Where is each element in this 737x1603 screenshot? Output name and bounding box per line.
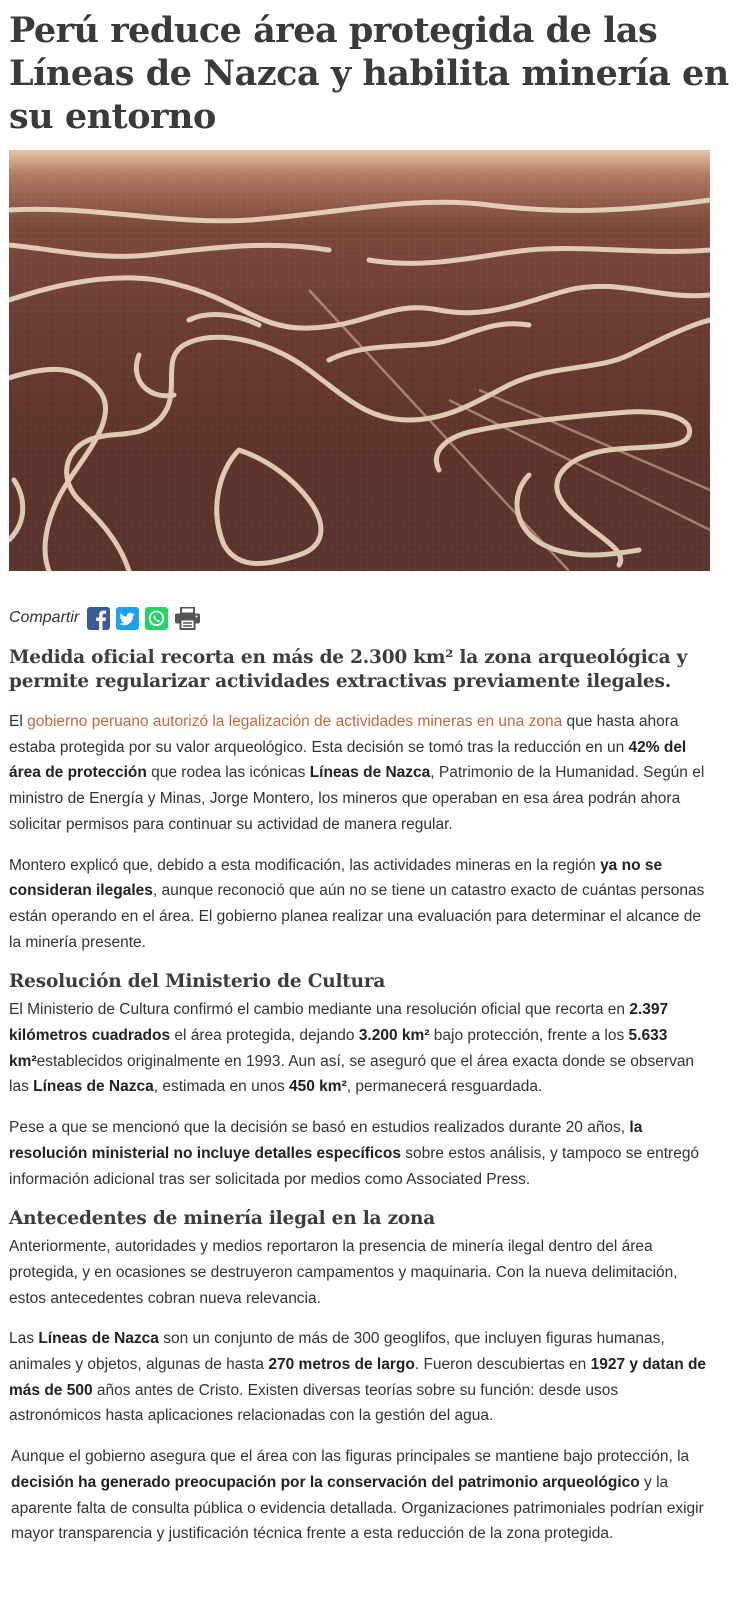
bold-text: 270 metros de largo: [268, 1356, 415, 1374]
article: [9, 0, 729, 1547]
bold-text: 3.200 km²: [358, 1027, 430, 1045]
facebook-icon[interactable]: [87, 607, 110, 630]
text: Las: [9, 1330, 39, 1348]
share-bar: [9, 603, 714, 633]
article-lead: Medida oficial recorta en más de 2.300 km² la zona arqueológica y permite regularizar actividades extractivas previamente ilegales.: [9, 647, 688, 692]
text: el área protegida, dejando: [170, 1027, 359, 1045]
bold-text: Líneas de Nazca: [33, 1078, 154, 1096]
text: y la aparente falta de consulta pública o evidencia detallada. Organizaciones patrimoniales podrían exigir mayor transparencia y justificación técnica frente a esta reducción de la zona protegida.: [11, 1473, 704, 1543]
share-label: Compartir: [9, 609, 80, 626]
twitter-icon[interactable]: [116, 607, 139, 630]
paragraph-5: Anteriormente, autoridades y medios reportaron la presencia de minería ilegal dentro del área protegida, y en ocasiones se destruyeron campamentos y maquinaria. Con la nueva delimitación, estos antecedentes cobran nueva relevancia.: [9, 1238, 678, 1307]
paragraph-2: [9, 853, 714, 956]
article-link[interactable]: gobierno peruano autorizó la legalización de actividades mineras en una zona: [27, 713, 563, 730]
bold-text: ya no se consideran ilegales: [9, 856, 663, 900]
text: bajo protección, frente a los: [429, 1027, 629, 1045]
text: sobre estos análisis, y tampoco se entregó información adicional tras ser solicitada por medios como Associated Press.: [9, 1144, 700, 1188]
article-title: Perú reduce área protegida de las Líneas de Nazca y habilita minería en su entorno: [9, 10, 729, 137]
paragraph-6: [9, 1326, 714, 1429]
text: , permanecerá resguardada.: [346, 1078, 543, 1096]
text: . Fueron descubiertas en: [414, 1356, 591, 1374]
section-heading-ministerio: Resolución del Ministerio de Cultura: [9, 971, 386, 993]
bold-text: 5.633 km²: [9, 1027, 668, 1070]
text: , estimada en unos: [153, 1078, 290, 1096]
hero-image-nazca-lines: [9, 150, 710, 571]
text: Aunque el gobierno asegura que el área con las figuras principales se mantiene bajo protección, la: [11, 1448, 690, 1466]
section-heading-antecedentes: Antecedentes de minería ilegal en la zona: [9, 1208, 436, 1230]
text: , aunque reconoció que aún no se tiene un catastro exacto de cuántas personas están operando en el área. El gobierno planea realizar una evaluación para determinar el alcance de la minería presente.: [9, 882, 705, 951]
text: Montero explicó que, debido a esta modificación, las actividades mineras en la región: [9, 856, 601, 874]
print-icon[interactable]: [174, 607, 201, 630]
text: establecidos originalmente en 1993. Aun así, se aseguró que el área exacta donde se observan las: [9, 1052, 695, 1096]
text: son un conjunto de más de 300 geoglifos, que incluyen figuras humanas, animales y objetos, algunas de hasta: [9, 1330, 665, 1374]
text: años antes de Cristo. Existen diversas teorías sobre su función: desde usos astronómicos hasta aplicaciones relacionadas con la gestión del agua.: [9, 1381, 619, 1425]
paragraph-4: [9, 1115, 714, 1192]
bold-text: 2.397 kilómetros cuadrados: [9, 1001, 669, 1045]
bold-text: decisión ha generado preocupación por la conservación del patrimonio arqueológico: [11, 1473, 640, 1491]
paragraph-3: [9, 997, 714, 1100]
bold-text: 42% del área de protección: [9, 738, 687, 782]
paragraph-7: [9, 1444, 714, 1547]
bold-text: Líneas de Nazca: [38, 1330, 159, 1348]
bold-text: la resolución ministerial no incluye detalles específicos: [9, 1119, 643, 1162]
text: que hasta ahora estaba protegida por su valor arqueológico. Esta decisión se tomó tras la reducción en un: [9, 713, 679, 756]
text: , Patrimonio de la Humanidad. Según el ministro de Energía y Minas, Jorge Montero, los mineros que operaban en esa área podrán ahora solicitar permisos para continuar su actividad de manera regular.: [9, 764, 705, 833]
text: que rodea las icónicas: [146, 764, 310, 782]
bold-text: 450 km²: [289, 1078, 347, 1096]
paragraph-1: [9, 709, 714, 838]
text: El: [9, 713, 28, 730]
text: El Ministerio de Cultura confirmó el cambio mediante una resolución oficial que recorta en: [9, 1001, 630, 1019]
bold-text: Líneas de Nazca: [309, 764, 431, 782]
whatsapp-icon[interactable]: [145, 607, 168, 630]
bold-text: 1927 y datan de más de 500: [9, 1356, 707, 1399]
geoglyph-lines-illustration: [9, 150, 710, 571]
text: Pese a que se mencionó que la decisión se basó en estudios realizados durante 20 años,: [9, 1119, 630, 1137]
